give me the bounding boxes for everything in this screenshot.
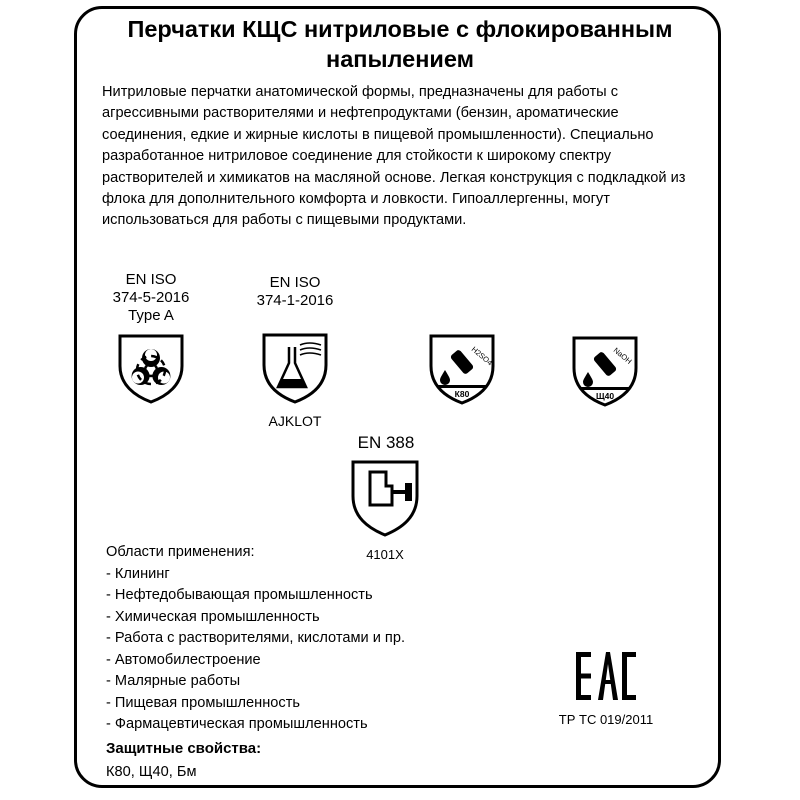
eac-logo-icon	[576, 652, 636, 700]
list-item: - Клининг	[106, 565, 170, 582]
cert-biohazard-line1: EN ISO	[125, 271, 177, 288]
biohazard-shield-icon	[115, 332, 187, 404]
list-item: - Пищевая промышленность	[106, 694, 300, 711]
cert-biohazard-line2: 374-5-2016	[112, 289, 190, 306]
cert-biohazard-line3: Type A	[128, 307, 174, 324]
cert-chemical-line1: EN ISO	[269, 274, 321, 291]
alkali-shield-icon	[569, 334, 641, 408]
list-item: - Работа с растворителями, кислотами и пр.	[106, 630, 405, 646]
acid-code: К80	[454, 389, 470, 399]
protection-heading: Защитные свойства:	[106, 740, 262, 757]
list-item: - Малярные работы	[106, 673, 241, 689]
alkali-formula: NaOH	[611, 345, 634, 366]
eac-standard: ТР ТС 019/2011	[558, 712, 654, 727]
cert-biohazard-caption	[96, 271, 206, 325]
applications-list	[106, 542, 405, 736]
acid-formula: H2SO4	[469, 344, 495, 368]
cert-mechanical-code: 4101X	[366, 547, 404, 562]
cert-chemical-code: AJKLOT	[268, 413, 322, 429]
product-description: Нитриловые перчатки анатомической формы, предназначены для работы с агрессивными растворителями и нефтепродуктами (бензин, ароматические соединения, едкие и жирные кислоты в пищевой промышленности). Специально разработанное нитриловое соединение для стойкости к широкому спектру растворителей и химикатов на масляной основе. Легкая конструкция с подкладкой из флока для дополнительного комфорта и ловкости. Гипоаллергенны, могут использоваться для работы с пищевыми продуктами.	[102, 84, 686, 229]
cert-chemical-line2: 374-1-2016	[256, 292, 334, 309]
list-item: - Автомобилестроение	[106, 651, 261, 668]
chemical-flask-shield-icon	[259, 331, 331, 405]
cert-chemical-caption	[240, 274, 350, 310]
page-title: Перчатки КЩС нитриловые с флокированным напылением	[127, 16, 673, 72]
applications-heading: Области применения:	[106, 544, 255, 560]
cert-mechanical-standard: EN 388	[357, 433, 415, 452]
list-item: - Фармацевтическая промышленность	[106, 716, 368, 732]
mechanical-hammer-shield-icon	[348, 458, 422, 538]
acid-shield-icon	[426, 332, 498, 406]
list-item: - Нефтедобывающая промышленность	[106, 587, 373, 603]
protection-values: К80, Щ40, Бм	[106, 764, 197, 780]
alkali-code: Щ40	[595, 391, 615, 401]
list-item: - Химическая промышленность	[106, 608, 320, 625]
